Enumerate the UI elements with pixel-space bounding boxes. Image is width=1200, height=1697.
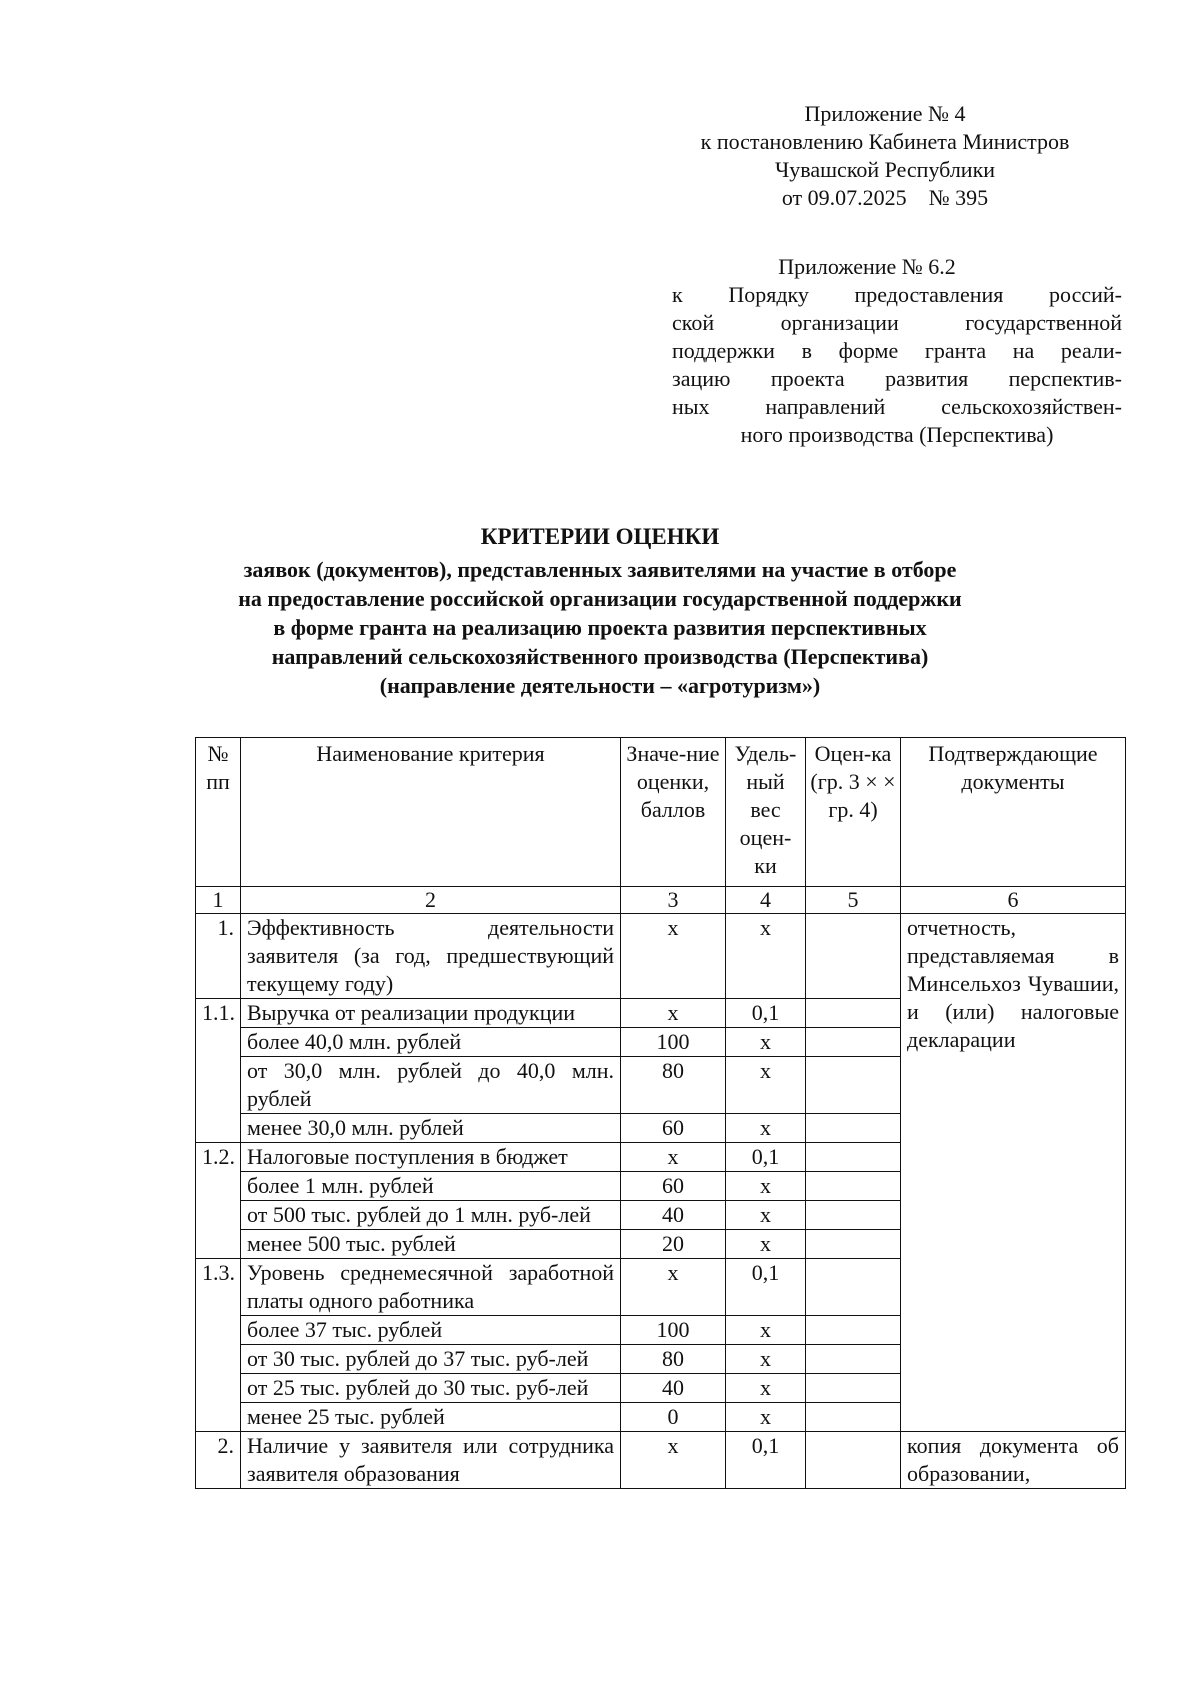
annex-order-block: [660, 100, 1110, 212]
row-number: [196, 1230, 241, 1259]
row-number: 1.1.: [196, 999, 241, 1028]
criterion-name: от 25 тыс. рублей до 30 тыс. руб-лей: [241, 1374, 621, 1403]
rating-value: [806, 1316, 901, 1345]
column-number: 3: [621, 887, 726, 914]
row-number: 1.: [196, 914, 241, 999]
column-number: 1: [196, 887, 241, 914]
row-number: [196, 1374, 241, 1403]
rating-value: [806, 1403, 901, 1432]
weight-value: х: [726, 1230, 806, 1259]
row-number: [196, 1345, 241, 1374]
title-subtitle-line: в форме гранта на реализацию проекта развития перспективных: [273, 615, 927, 640]
title-heading: КРИТЕРИИ ОЦЕНКИ: [480, 524, 720, 549]
score-value: 0: [621, 1403, 726, 1432]
header-docs: Подтверждающие документы: [901, 738, 1126, 887]
rating-value: [806, 1230, 901, 1259]
criterion-name: Эффективность деятельности заявителя (за год, предшествующий текущему году): [241, 914, 621, 999]
table-row: [196, 914, 1126, 999]
title-subtitle-line: на предоставление российской организации государственной поддержки: [238, 586, 962, 611]
score-value: 100: [621, 1316, 726, 1345]
weight-value: х: [726, 1403, 806, 1432]
criterion-name: более 1 млн. рублей: [241, 1172, 621, 1201]
rating-value: [806, 1114, 901, 1143]
document-title: [160, 522, 1040, 700]
supporting-documents: отчетность, представляемая в Минсельхоз Чувашии, и (или) налоговые декларации: [901, 914, 1126, 1432]
row-number: 1.2.: [196, 1143, 241, 1172]
rating-value: [806, 1374, 901, 1403]
criterion-name: более 37 тыс. рублей: [241, 1316, 621, 1345]
rating-value: [806, 1057, 901, 1114]
annex-procedure-line: поддержки в форме гранта на реали-: [672, 338, 1122, 363]
score-value: 20: [621, 1230, 726, 1259]
score-value: х: [621, 914, 726, 999]
header-name: Наименование критерия: [241, 738, 621, 887]
criterion-name: более 40,0 млн. рублей: [241, 1028, 621, 1057]
column-number: 6: [901, 887, 1126, 914]
annex-procedure-line: к Порядку предоставления россий-: [672, 282, 1122, 307]
criterion-name: Уровень среднемесячной заработной платы одного работника: [241, 1259, 621, 1316]
row-number: [196, 1172, 241, 1201]
score-value: 80: [621, 1345, 726, 1374]
row-number: [196, 1201, 241, 1230]
weight-value: х: [726, 1028, 806, 1057]
header-num: № пп: [196, 738, 241, 887]
annex-order-line: Чувашской Республики: [774, 157, 996, 182]
criterion-name: Налоговые поступления в бюджет: [241, 1143, 621, 1172]
rating-value: [806, 1028, 901, 1057]
score-value: 60: [621, 1114, 726, 1143]
table-header-row: [196, 738, 1126, 887]
annex-order-line: Приложение № 4: [804, 101, 966, 126]
annex-procedure-line: зацию проекта развития перспектив-: [672, 366, 1122, 391]
row-number: 1.3.: [196, 1259, 241, 1316]
annex-order-line: к постановлению Кабинета Министров: [700, 129, 1070, 154]
annex-order-line: от 09.07.2025 № 395: [781, 185, 989, 210]
row-number: 2.: [196, 1432, 241, 1489]
header-rating: Оцен-ка (гр. 3 × × гр. 4): [806, 738, 901, 887]
criterion-name: от 500 тыс. рублей до 1 млн. руб-лей: [241, 1201, 621, 1230]
rating-value: [806, 1345, 901, 1374]
annex-procedure-block: [672, 253, 1122, 449]
annex-procedure-line: ской организации государственной: [672, 310, 1122, 335]
rating-value: [806, 1201, 901, 1230]
weight-value: х: [726, 1114, 806, 1143]
weight-value: х: [726, 914, 806, 999]
criterion-name: Выручка от реализации продукции: [241, 999, 621, 1028]
score-value: 40: [621, 1374, 726, 1403]
annex-procedure-heading: Приложение № 6.2: [778, 254, 956, 279]
rating-value: [806, 1432, 901, 1489]
criterion-name: Наличие у заявителя или сотрудника заявителя образования: [241, 1432, 621, 1489]
weight-value: 0,1: [726, 1143, 806, 1172]
rating-value: [806, 999, 901, 1028]
weight-value: 0,1: [726, 999, 806, 1028]
weight-value: х: [726, 1057, 806, 1114]
rating-value: [806, 914, 901, 999]
column-number-row: [196, 887, 1126, 914]
column-number: 2: [241, 887, 621, 914]
column-number: 4: [726, 887, 806, 914]
row-number: [196, 1403, 241, 1432]
annex-procedure-line: ного производства (Перспектива): [740, 422, 1054, 447]
weight-value: х: [726, 1172, 806, 1201]
weight-value: 0,1: [726, 1259, 806, 1316]
score-value: х: [621, 1432, 726, 1489]
weight-value: х: [726, 1201, 806, 1230]
table-row: [196, 1432, 1126, 1489]
criterion-name: менее 500 тыс. рублей: [241, 1230, 621, 1259]
criterion-name: от 30,0 млн. рублей до 40,0 млн. рублей: [241, 1057, 621, 1114]
score-value: х: [621, 1143, 726, 1172]
title-subtitle-line: заявок (документов), представленных заявителями на участие в отборе: [243, 557, 957, 582]
title-subtitle-line: (направление деятельности – «агротуризм»): [379, 673, 821, 698]
column-number: 5: [806, 887, 901, 914]
row-number: [196, 1114, 241, 1143]
row-number: [196, 1316, 241, 1345]
score-value: 80: [621, 1057, 726, 1114]
supporting-documents: копия документа об образовании,: [901, 1432, 1126, 1489]
criterion-name: менее 25 тыс. рублей: [241, 1403, 621, 1432]
criterion-name: от 30 тыс. рублей до 37 тыс. руб-лей: [241, 1345, 621, 1374]
score-value: 40: [621, 1201, 726, 1230]
title-subtitle-line: направлений сельскохозяйственного производства (Перспектива): [271, 644, 929, 669]
score-value: 60: [621, 1172, 726, 1201]
rating-value: [806, 1259, 901, 1316]
score-value: х: [621, 1259, 726, 1316]
row-number: [196, 1028, 241, 1057]
score-value: 100: [621, 1028, 726, 1057]
header-score: Значе-ние оценки, баллов: [621, 738, 726, 887]
header-weight: Удель-ный вес оцен-ки: [726, 738, 806, 887]
weight-value: 0,1: [726, 1432, 806, 1489]
row-number: [196, 1057, 241, 1114]
rating-value: [806, 1143, 901, 1172]
weight-value: х: [726, 1345, 806, 1374]
rating-value: [806, 1172, 901, 1201]
score-value: х: [621, 999, 726, 1028]
criterion-name: менее 30,0 млн. рублей: [241, 1114, 621, 1143]
weight-value: х: [726, 1374, 806, 1403]
weight-value: х: [726, 1316, 806, 1345]
annex-procedure-line: ных направлений сельскохозяйствен-: [672, 394, 1122, 419]
criteria-table: [195, 737, 1126, 1489]
